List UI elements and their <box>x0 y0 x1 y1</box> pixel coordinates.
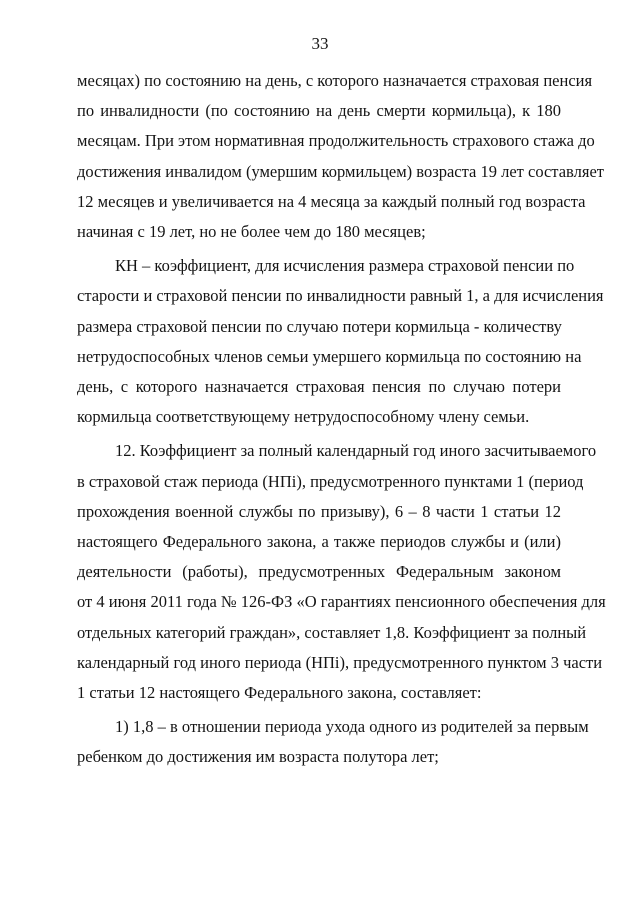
document-body <box>77 66 606 773</box>
text-line: 1) 1,8 – в отношении периода ухода одного из родителей за первым <box>115 717 589 737</box>
text-line: день, с которого назначается страховая пенсия по случаю потери <box>77 377 561 397</box>
paragraph <box>77 712 589 772</box>
text-line: кормильца соответствующему нетрудоспособному члену семьи. <box>77 407 530 427</box>
text-line: прохождения военной службы по призыву), 6 – 8 части 1 статьи 12 <box>77 501 561 521</box>
paragraph <box>77 436 606 708</box>
text-line: в страховой стаж периода (НПi), предусмотренного пунктами 1 (период <box>77 471 584 491</box>
text-line: месяцам. При этом нормативная продолжительность страхового стажа до <box>77 131 595 151</box>
text-line: 12 месяцев и увеличивается на 4 месяца за каждый полный год возраста <box>77 191 586 211</box>
paragraph <box>77 251 604 432</box>
paragraph <box>77 66 604 247</box>
text-line: 1 статьи 12 настоящего Федерального закона, составляет: <box>77 683 482 703</box>
page-number: 33 <box>311 34 329 53</box>
text-line: календарный год иного периода (НПi), предусмотренного пунктом 3 части <box>77 652 603 672</box>
text-line: старости и страховой пенсии по инвалидности равный 1, а для исчисления <box>77 286 604 306</box>
text-line: месяцах) по состоянию на день, с которого назначается страховая пенсия <box>77 71 593 90</box>
text-line: начиная с 19 лет, но не более чем до 180 месяцев; <box>77 222 426 242</box>
text-line: по инвалидности (по состоянию на день смерти кормильца), к 180 <box>77 101 561 121</box>
text-line: 12. Коэффициент за полный календарный год иного засчитываемого <box>115 441 597 461</box>
text-line: от 4 июня 2011 года № 126-ФЗ «О гарантиях пенсионного обеспечения для <box>77 592 606 612</box>
text-line: ребенком до достижения им возраста полутора лет; <box>77 747 439 767</box>
text-line: КН – коэффициент, для исчисления размера страховой пенсии по <box>115 256 575 276</box>
text-line: достижения инвалидом (умершим кормильцем) возраста 19 лет составляет <box>77 161 604 181</box>
text-line: нетрудоспособных членов семьи умершего кормильца по состоянию на <box>77 346 582 366</box>
text-line: размера страховой пенсии по случаю потери кормильца - количеству <box>77 316 562 336</box>
text-line: отдельных категорий граждан», составляет 1,8. Коэффициент за полный <box>77 622 587 642</box>
text-line: деятельности (работы), предусмотренных Федеральным законом <box>77 562 561 582</box>
text-line: настоящего Федерального закона, а также периодов службы и (или) <box>77 532 561 552</box>
